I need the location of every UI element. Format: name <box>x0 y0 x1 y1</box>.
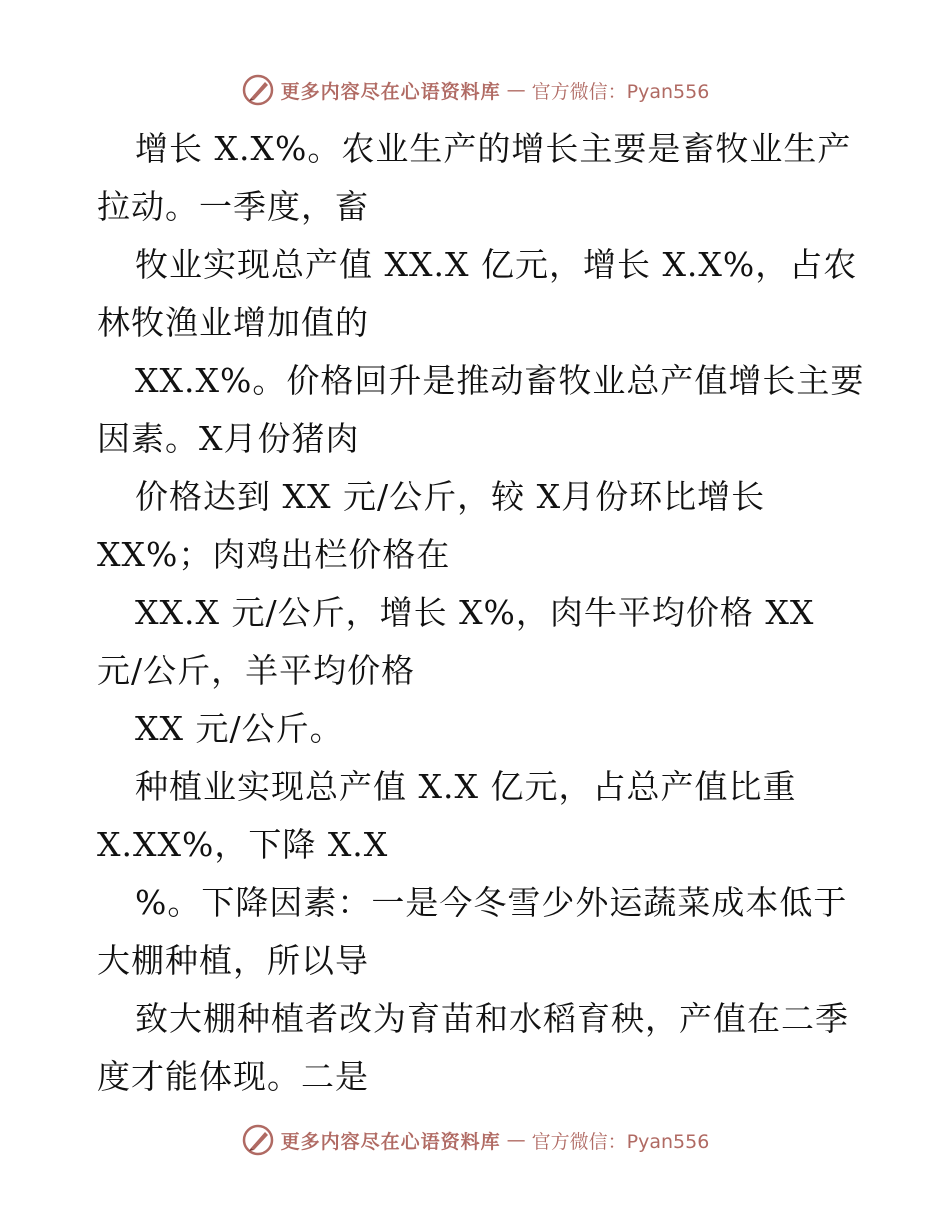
footer-contact-text: 官方微信：Pyan556 <box>531 1130 710 1153</box>
header-contact-text: 官方微信：Pyan556 <box>531 80 710 103</box>
document-body <box>97 120 865 1106</box>
text-line: XX%；肉鸡出栏价格在 <box>97 535 451 574</box>
header-separator: — <box>506 79 526 101</box>
text-line: XX 元/公斤。 <box>135 709 344 748</box>
text-line: 因素。X月份猪肉 <box>97 419 360 458</box>
pen-logo-icon <box>241 1123 275 1157</box>
header-banner <box>0 70 950 110</box>
footer-separator: — <box>506 1129 526 1151</box>
footer-main-text: 更多内容尽在心语资料库 <box>280 1130 501 1153</box>
text-line: 牧业实现总产值 XX.X 亿元，增长 X.X%，占农 <box>135 245 858 284</box>
text-line: 种植业实现总产值 X.X 亿元，占总产值比重 <box>135 767 797 806</box>
text-line: 拉动。一季度，畜 <box>97 187 369 226</box>
text-line: XX.X 元/公斤，增长 X%，肉牛平均价格 XX <box>135 593 815 632</box>
text-line: 价格达到 XX 元/公斤，较 X月份环比增长 <box>135 477 766 516</box>
text-line: 增长 X.X%。农业生产的增长主要是畜牧业生产 <box>135 129 852 168</box>
text-line: 林牧渔业增加值的 <box>97 303 369 342</box>
text-line: %。下降因素：一是今冬雪少外运蔬菜成本低于 <box>135 883 848 922</box>
text-line: 元/公斤，羊平均价格 <box>97 651 416 690</box>
text-line: 致大棚种植者改为育苗和水稻育秧，产值在二季 <box>135 999 849 1038</box>
footer-banner <box>0 1120 950 1160</box>
pen-logo-icon <box>241 73 275 107</box>
text-line: XX.X%。价格回升是推动畜牧业总产值增长主要 <box>135 361 865 400</box>
text-line: X.XX%，下降 X.X <box>97 825 389 864</box>
header-main-text: 更多内容尽在心语资料库 <box>280 80 501 103</box>
text-line: 度才能体现。二是 <box>97 1057 369 1096</box>
text-line: 大棚种植，所以导 <box>97 941 369 980</box>
